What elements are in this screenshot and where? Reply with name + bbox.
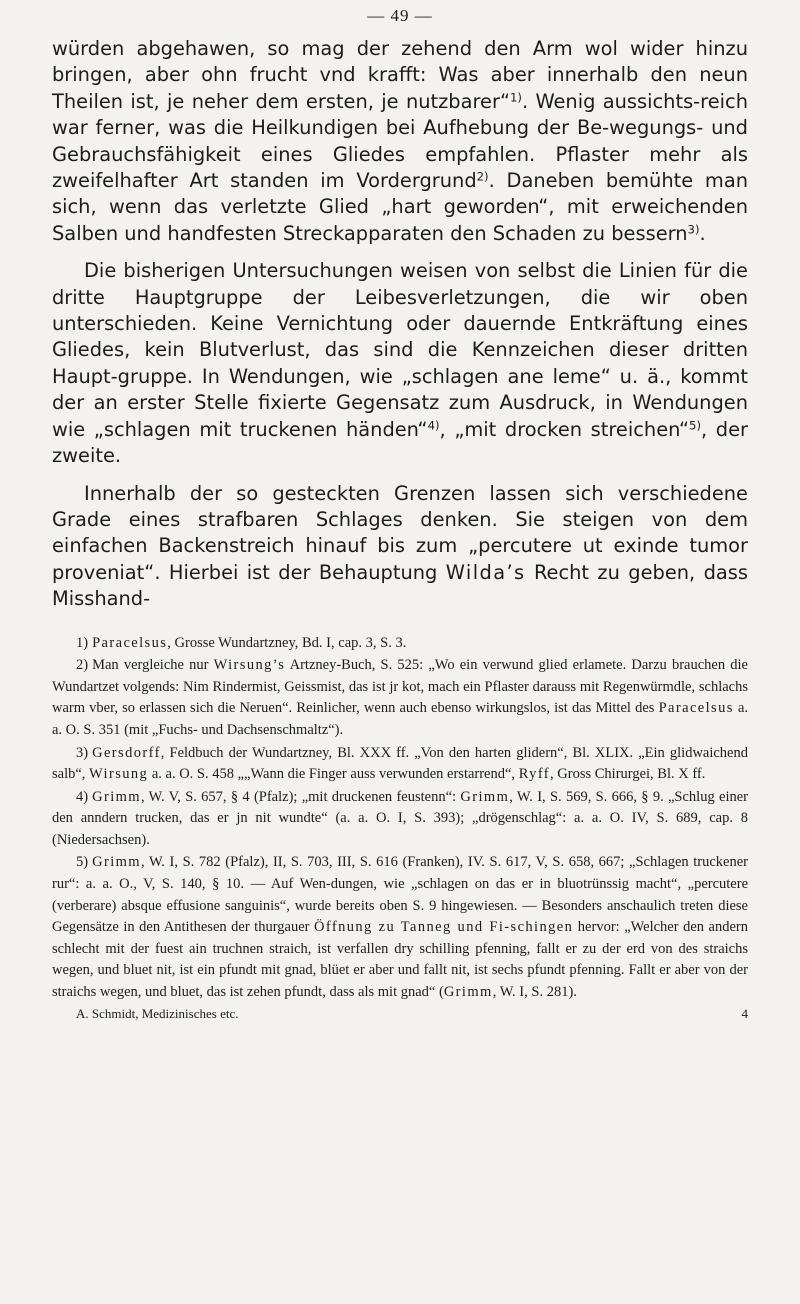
text-run: Innerhalb der so gesteckten Grenzen lassen sich verschiedene Grade eines strafbaren Schlages denken. Sie steigen von dem einfachen Backenstreich hinauf bis zum „percutere ut exinde tumor proveniat“. Hierbei ist der Behauptung xyxy=(52,481,748,584)
footnote xyxy=(52,787,748,852)
main-text xyxy=(52,36,748,613)
text-run: hervor: „Welcher den andern schlecht mit der fuest ain truchnen straich, ist verfallen dry schilling pfenning, fallt er zu der erd von des straichs wegen, und bluet nit, ist ein pfundt mit gnad, blüet er aber und fallt nit, ist sechs pfundt pfenning. Fallt er aber von der straichs wegen, und bluet, das ist zehen pfundt, dass als mit gnad“ ( xyxy=(52,919,749,1001)
footnote-number: 4) xyxy=(76,788,89,805)
footnote-reference: 3) xyxy=(687,222,700,237)
spaced-name: Gersdorff xyxy=(92,744,161,761)
spaced-name: Paracelsus xyxy=(92,634,168,651)
text-run: , der zweite. xyxy=(52,417,748,468)
text-run: a. a. O. S. 458 „„Wann die Finger auss verwunden erstarrend“, xyxy=(148,766,519,783)
footnote xyxy=(52,852,748,1003)
spaced-name: Grimm xyxy=(92,854,141,871)
spaced-name: Grimm xyxy=(460,788,510,805)
spaced-name: Wirsung xyxy=(89,766,149,783)
footnote-number: 3) xyxy=(76,744,89,761)
spaced-name: Wilda’s xyxy=(445,560,526,584)
spaced-name: Grimm xyxy=(443,984,493,1001)
footnote xyxy=(52,633,748,655)
footnote-number: 2) xyxy=(76,657,89,674)
text-run: Die bisherigen Untersuchungen weisen von selbst die Linien für die dritte Hauptgruppe der Leibesverletzungen, die wir oben unterschieden. Keine Vernichtung oder dauernde Entkräftung eines Gliedes, kein Blutverlust, das sind die Kennzeichen dieser dritten Haupt-gruppe. In Wendungen, wie „schlagen ane leme“ u. ä., kommt der an erster Stelle fixierte Gegensatz zum Ausdruck, in Wendungen wie „schlagen mit truckenen händen“ xyxy=(52,259,748,441)
footnote-number: 5) xyxy=(76,854,89,871)
text-run: a. a. O. S. 351 (mit „Fuchs- und Dachsenschmaltz“). xyxy=(52,700,749,738)
text-run: , W. I, S. 782 (Pfalz), II, S. 703, III, S. 616 (Franken), IV. S. 617, V, S. 658, 667; „Schlagen truckener rur“: a. a. O., V, S. 140, § 10. — Auf Wen-dungen, wie „schlagen on das er in bluotrünssig macht“, „percutere (verberare) absque effusione sanguinis“, wurde bereits oben S. 9 hingewiesen. — Besonders anschaulich treten diese Gegensätze in den Antithesen der thurgauer xyxy=(52,854,748,936)
paragraph xyxy=(52,481,748,613)
spaced-name: Grimm xyxy=(92,788,141,805)
text-run: . xyxy=(699,221,706,245)
text-run: , Gross Chirurgei, Bl. X ff. xyxy=(550,766,706,783)
footnote-number: 1) xyxy=(76,634,89,651)
text-run: , W. V, S. 657, § 4 (Pfalz); „mit druckenen feustenn“: xyxy=(140,788,461,805)
text-run: , Feldbuch der Wundartzney, Bl. XXX ff. „Von den harten glidern“, Bl. XLIX. „Ein glidwaichend salb“, xyxy=(52,744,748,783)
text-run: , „mit drocken streichen“ xyxy=(439,417,690,441)
text-run: , W. I, S. 569, S. 666, § 9. „Schlug einer den anndern trucken, das er jn nit wundte“ (a. a. O. I, S. 393); „drögenschlag“: a. a. O. IV, S. 689, cap. 8 (Niedersachsen). xyxy=(52,788,748,848)
text-run: Artzney-Buch, S. 525: „Wo ein verwund glied erlamete. Darzu brauchen die Wundartzet volgends: Nim Rindermist, Geissmist, das ist jr kot, mach ein Pflaster darauss mit Regenwürmdle, schlachs warm vber, so erlassen sich die Neruen“. Reinlicher, wenn auch ebenso wirkungslos, ist das Mittel des xyxy=(52,657,748,717)
footnote xyxy=(52,655,748,741)
page-number: — 49 — xyxy=(367,6,433,25)
text-run: . Daneben bemühte man sich, wenn das verletzte Glied „hart geworden“, mit erweichenden Salben und handfesten Streckapparaten den Schaden zu bessern xyxy=(52,169,748,245)
text-run: Recht zu geben, dass Misshand- xyxy=(52,560,748,611)
spaced-name: Öffnung zu Tanneg und Fi-schingen xyxy=(314,919,574,936)
footnote-reference: 5) xyxy=(689,418,701,433)
text-run: Man vergleiche nur xyxy=(92,657,214,674)
spaced-name: Ryff xyxy=(518,766,551,783)
paragraph xyxy=(52,36,748,247)
footnote-reference: 4) xyxy=(427,418,440,433)
text-run: , W. I, S. 281). xyxy=(492,984,577,1001)
footnote-reference: 2) xyxy=(476,169,489,184)
imprint-line xyxy=(52,1006,748,1022)
paragraph xyxy=(52,258,748,469)
text-run: würden abgehawen, so mag der zehend den Arm wol wider hinzu bringen, aber ohn frucht vnd krafft: Was aber innerhalb den neun Theilen ist, je neher dem ersten, je nutzbarer“ xyxy=(52,37,748,113)
imprint-title: A. Schmidt, Medizinisches etc. xyxy=(76,1005,239,1021)
spaced-name: Paracelsus xyxy=(658,700,734,717)
footnote xyxy=(52,743,748,786)
footnotes xyxy=(52,633,748,1004)
text-run: . Wenig aussichts-reich war ferner, was die Heilkundigen bei Aufhebung der Be-wegungs- und Gebrauchsfähigkeit eines Gliedes empfahlen. Pflaster mehr als zweifelhafter Art standen im Vordergrund xyxy=(52,89,748,193)
spaced-name: Wirsung’s xyxy=(213,657,286,674)
footnote-reference: 1) xyxy=(510,90,522,105)
text-run: , Grosse Wundartzney, Bd. I, cap. 3, S. 3. xyxy=(167,634,407,651)
signature-mark: 4 xyxy=(741,1005,748,1021)
